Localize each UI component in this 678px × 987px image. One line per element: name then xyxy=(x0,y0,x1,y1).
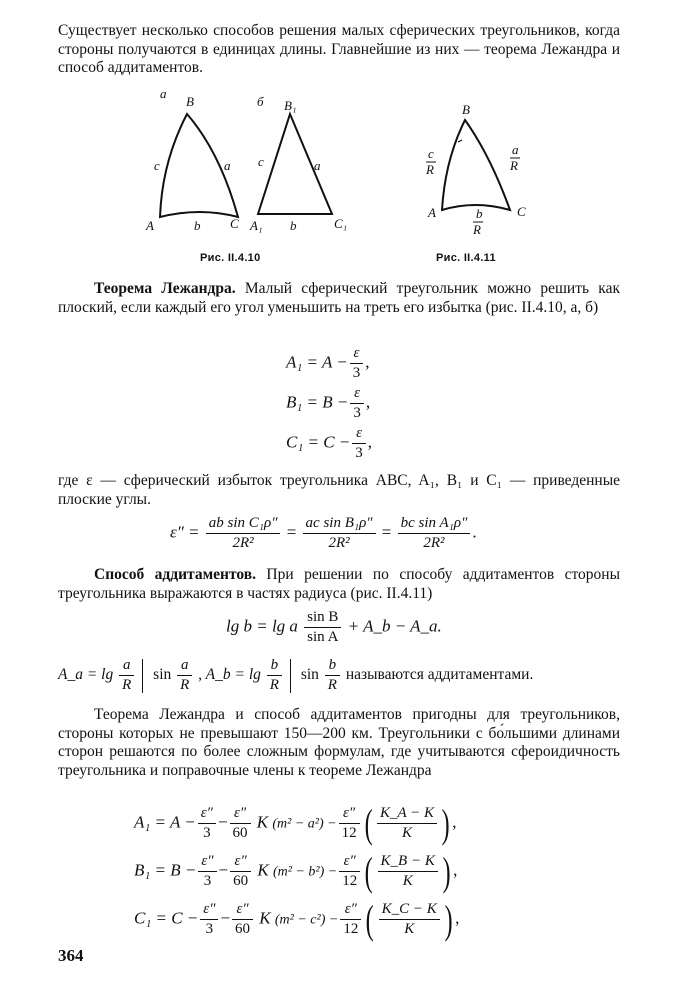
frac-eps-60 xyxy=(230,852,251,891)
triangle-radius xyxy=(442,120,510,210)
equation-C1 xyxy=(286,424,372,463)
bar-2 xyxy=(290,659,291,693)
fig11-c-num: c xyxy=(428,146,434,161)
lg-num: sin B xyxy=(304,608,341,628)
lg-tail: + A_b − A_a. xyxy=(347,616,442,636)
eq3-frac xyxy=(352,424,366,463)
refined-lhs: C₁ = C − xyxy=(134,908,199,928)
k-symbol: K xyxy=(256,812,269,832)
fig10a-a: a xyxy=(224,158,231,173)
def-R-2: R xyxy=(180,677,190,693)
panel-b-label: б xyxy=(257,94,264,109)
def-R-1: R xyxy=(122,677,132,693)
eq2-tail: , xyxy=(365,392,371,412)
equation-lg xyxy=(226,608,442,647)
eq1-lhs: A₁ = A − xyxy=(286,352,348,372)
paren-close: ) xyxy=(441,801,450,846)
triangle-b xyxy=(258,114,332,214)
eq2-frac xyxy=(350,384,364,423)
excess-frac-3 xyxy=(398,514,471,553)
fig11-A: A xyxy=(428,205,436,220)
excess-f3-num: bc sin A₁ρ″ xyxy=(398,514,471,534)
def-text: называются аддитаментами. xyxy=(345,666,534,684)
eq2-num: ε xyxy=(350,384,364,404)
twelve: 12 xyxy=(341,825,357,841)
eps: ε″ xyxy=(230,852,251,872)
def-frac-bR-2 xyxy=(325,656,340,695)
def-R-4: R xyxy=(327,677,337,693)
m-term: (m² − c²) − xyxy=(274,912,339,928)
sixty: 60 xyxy=(233,873,249,889)
def-sin-1: sin xyxy=(153,666,172,684)
frac-k xyxy=(378,852,438,891)
def-Ab: , A_b = lg xyxy=(198,666,261,684)
sixty: 60 xyxy=(232,825,248,841)
eps: ε″ xyxy=(230,804,251,824)
eps: ε″ xyxy=(198,852,216,872)
fig11-a-num: a xyxy=(512,142,519,157)
fig10b-B: B₁ xyxy=(284,98,297,113)
eps: ε″ xyxy=(200,900,218,920)
frac-eps-12 xyxy=(340,900,361,939)
lg-den: sin A xyxy=(307,629,339,645)
tail: , xyxy=(452,812,457,832)
sixty: 60 xyxy=(235,921,251,937)
excess-frac-1 xyxy=(206,514,281,553)
tail: , xyxy=(453,860,458,880)
minus: − xyxy=(218,860,229,880)
def-Aa: A_a = lg xyxy=(58,666,114,684)
eps: ε″ xyxy=(232,900,253,920)
excess-f2-num: ac sin B₁ρ″ xyxy=(303,514,376,534)
eq3-num: ε xyxy=(352,424,366,444)
frac-eps-12 xyxy=(339,804,360,843)
three: 3 xyxy=(203,825,211,841)
minus: − xyxy=(217,812,228,832)
paren-open: ( xyxy=(364,849,373,894)
frac-eps-12 xyxy=(339,852,360,891)
fig10b-A: A₁ xyxy=(250,218,263,233)
refined-equation-3 xyxy=(134,896,459,943)
excess-lhs: ε″ = xyxy=(170,522,200,542)
frac-k xyxy=(377,804,437,843)
refined-lhs: B₁ = B − xyxy=(134,860,197,880)
fig11-C: C xyxy=(517,204,526,219)
eq3-tail: , xyxy=(367,432,373,452)
panel-a-label: а xyxy=(160,86,167,101)
frac-eps-3 xyxy=(198,852,216,891)
additaments-text: При решении по способу аддитаментов стороны треугольника выражаются в частях радиуса (рис. II.4.11) xyxy=(58,566,621,602)
lg-lhs: lg b = lg a xyxy=(226,616,298,636)
legendre-paragraph xyxy=(58,280,620,317)
excess-period: . xyxy=(472,522,477,542)
m-term: (m² − b²) − xyxy=(272,864,338,880)
paren-open: ( xyxy=(365,897,374,942)
frac-eps-3 xyxy=(198,804,216,843)
frac-eps-60 xyxy=(232,900,253,939)
frac-k xyxy=(379,900,440,939)
m-term: (m² − a²) − xyxy=(272,816,337,832)
k-den: K xyxy=(404,921,415,937)
fig11-a-den: R xyxy=(510,158,518,173)
lg-frac xyxy=(304,608,341,647)
legendre-heading: Теорема Лежандра. xyxy=(94,280,236,297)
fig11-b-num: b xyxy=(476,206,483,221)
eps: ε″ xyxy=(340,900,361,920)
eps: ε″ xyxy=(339,804,360,824)
figure-II-4-11 xyxy=(420,100,550,240)
k-symbol: K xyxy=(257,860,269,880)
def-sin-2: sin xyxy=(300,666,319,684)
frac-eps-60 xyxy=(230,804,251,843)
excess-frac-2 xyxy=(303,514,376,553)
excess-eq-1: = xyxy=(286,522,297,542)
additaments-paragraph xyxy=(58,566,620,603)
excess-f1-num: ab sin C₁ρ″ xyxy=(206,514,281,534)
eq2-lhs: B₁ = B − xyxy=(286,392,349,412)
bar-1 xyxy=(142,659,143,693)
fig11-B: B xyxy=(462,102,470,117)
refined-equation-2 xyxy=(134,848,457,895)
fig10b-c: c xyxy=(258,154,264,169)
paren-open: ( xyxy=(364,801,373,846)
excess-eq-2: = xyxy=(381,522,392,542)
eq2-den: 3 xyxy=(353,405,361,421)
fig11-c-den: R xyxy=(426,162,434,177)
eps: ε″ xyxy=(339,852,360,872)
caption-II-4-10: Рис. II.4.10 xyxy=(200,252,261,264)
eq1-frac xyxy=(350,344,364,383)
tail: , xyxy=(455,908,460,928)
eq1-den: 3 xyxy=(352,365,361,381)
page-number: 364 xyxy=(58,946,84,965)
def-frac-bR xyxy=(267,656,282,695)
k-den: K xyxy=(402,873,413,889)
additament-definitions xyxy=(58,656,533,695)
equation-A1 xyxy=(286,344,370,383)
k-symbol: K xyxy=(259,908,271,928)
fig11-b-den: R xyxy=(473,222,481,237)
equation-excess xyxy=(170,514,477,553)
intro-paragraph: Существует несколько способов решения малых сферических треугольников, когда стороны получаются в единицах длины. Главнейшие из них — теорема Лежандра и способ аддитаментов. xyxy=(58,22,620,77)
def-a: a xyxy=(119,656,134,676)
minus: − xyxy=(220,908,231,928)
legendre-text: Малый сферический треугольник можно решить как плоский, если каждый его угол уменьшить на треть его избытка (рис. II.4.10, а, б) xyxy=(58,280,620,316)
excess-f1-den: 2R² xyxy=(232,535,254,551)
equation-B1 xyxy=(286,384,370,423)
k-num: K_C − K xyxy=(379,900,440,920)
def-b-2: b xyxy=(325,656,340,676)
k-num: K_A − K xyxy=(377,804,437,824)
excess-f3-den: 2R² xyxy=(423,535,445,551)
three: 3 xyxy=(205,921,214,937)
fig10b-C: C₁ xyxy=(334,216,348,231)
figure-II-4-10 xyxy=(140,82,380,242)
fig10a-B: B xyxy=(186,94,194,109)
paren-close: ) xyxy=(444,897,453,942)
where-paragraph: где ε — сферический избыток треугольника ABC, A₁, B₁ и C₁ — приведенные плоские углы. xyxy=(58,472,620,508)
fig10a-c: c xyxy=(154,158,160,173)
def-frac-aR-2 xyxy=(177,656,192,695)
fig10a-b: b xyxy=(194,218,201,233)
closing-paragraph: Теорема Лежандра и способ аддитаментов пригодны для треугольников, стороны которых не превышают 150—200 км. Треугольники с бо́льшими длинами сторон решаются по более сложным формулам, где учитываются сфероидичность треугольника и поправочные члены к теореме Лежандра xyxy=(58,706,620,779)
def-a-2: a xyxy=(177,656,192,676)
k-den: K xyxy=(401,825,412,841)
eq3-lhs: C₁ = C − xyxy=(286,432,351,452)
refined-lhs: A₁ = A − xyxy=(134,812,196,832)
frac-eps-3 xyxy=(200,900,218,939)
twelve: 12 xyxy=(343,921,359,937)
paren-close: ) xyxy=(442,849,451,894)
fig10b-a: a xyxy=(314,158,321,173)
caption-II-4-11: Рис. II.4.11 xyxy=(436,252,496,264)
fig10a-C: C xyxy=(230,216,239,231)
def-R-3: R xyxy=(269,677,279,693)
eq1-tail: , xyxy=(365,352,370,372)
eq3-den: 3 xyxy=(355,445,363,461)
def-b: b xyxy=(267,656,282,676)
k-num: K_B − K xyxy=(378,852,438,872)
fig10a-A: A xyxy=(146,218,154,233)
excess-f2-den: 2R² xyxy=(328,535,350,551)
additaments-heading: Способ аддитаментов. xyxy=(94,566,256,583)
eq1-num: ε xyxy=(350,344,364,364)
twelve: 12 xyxy=(342,873,358,889)
three: 3 xyxy=(203,873,212,889)
fig10b-b: b xyxy=(290,218,297,233)
eps: ε″ xyxy=(198,804,216,824)
def-frac-aR xyxy=(119,656,134,695)
refined-equation-1 xyxy=(134,800,457,847)
